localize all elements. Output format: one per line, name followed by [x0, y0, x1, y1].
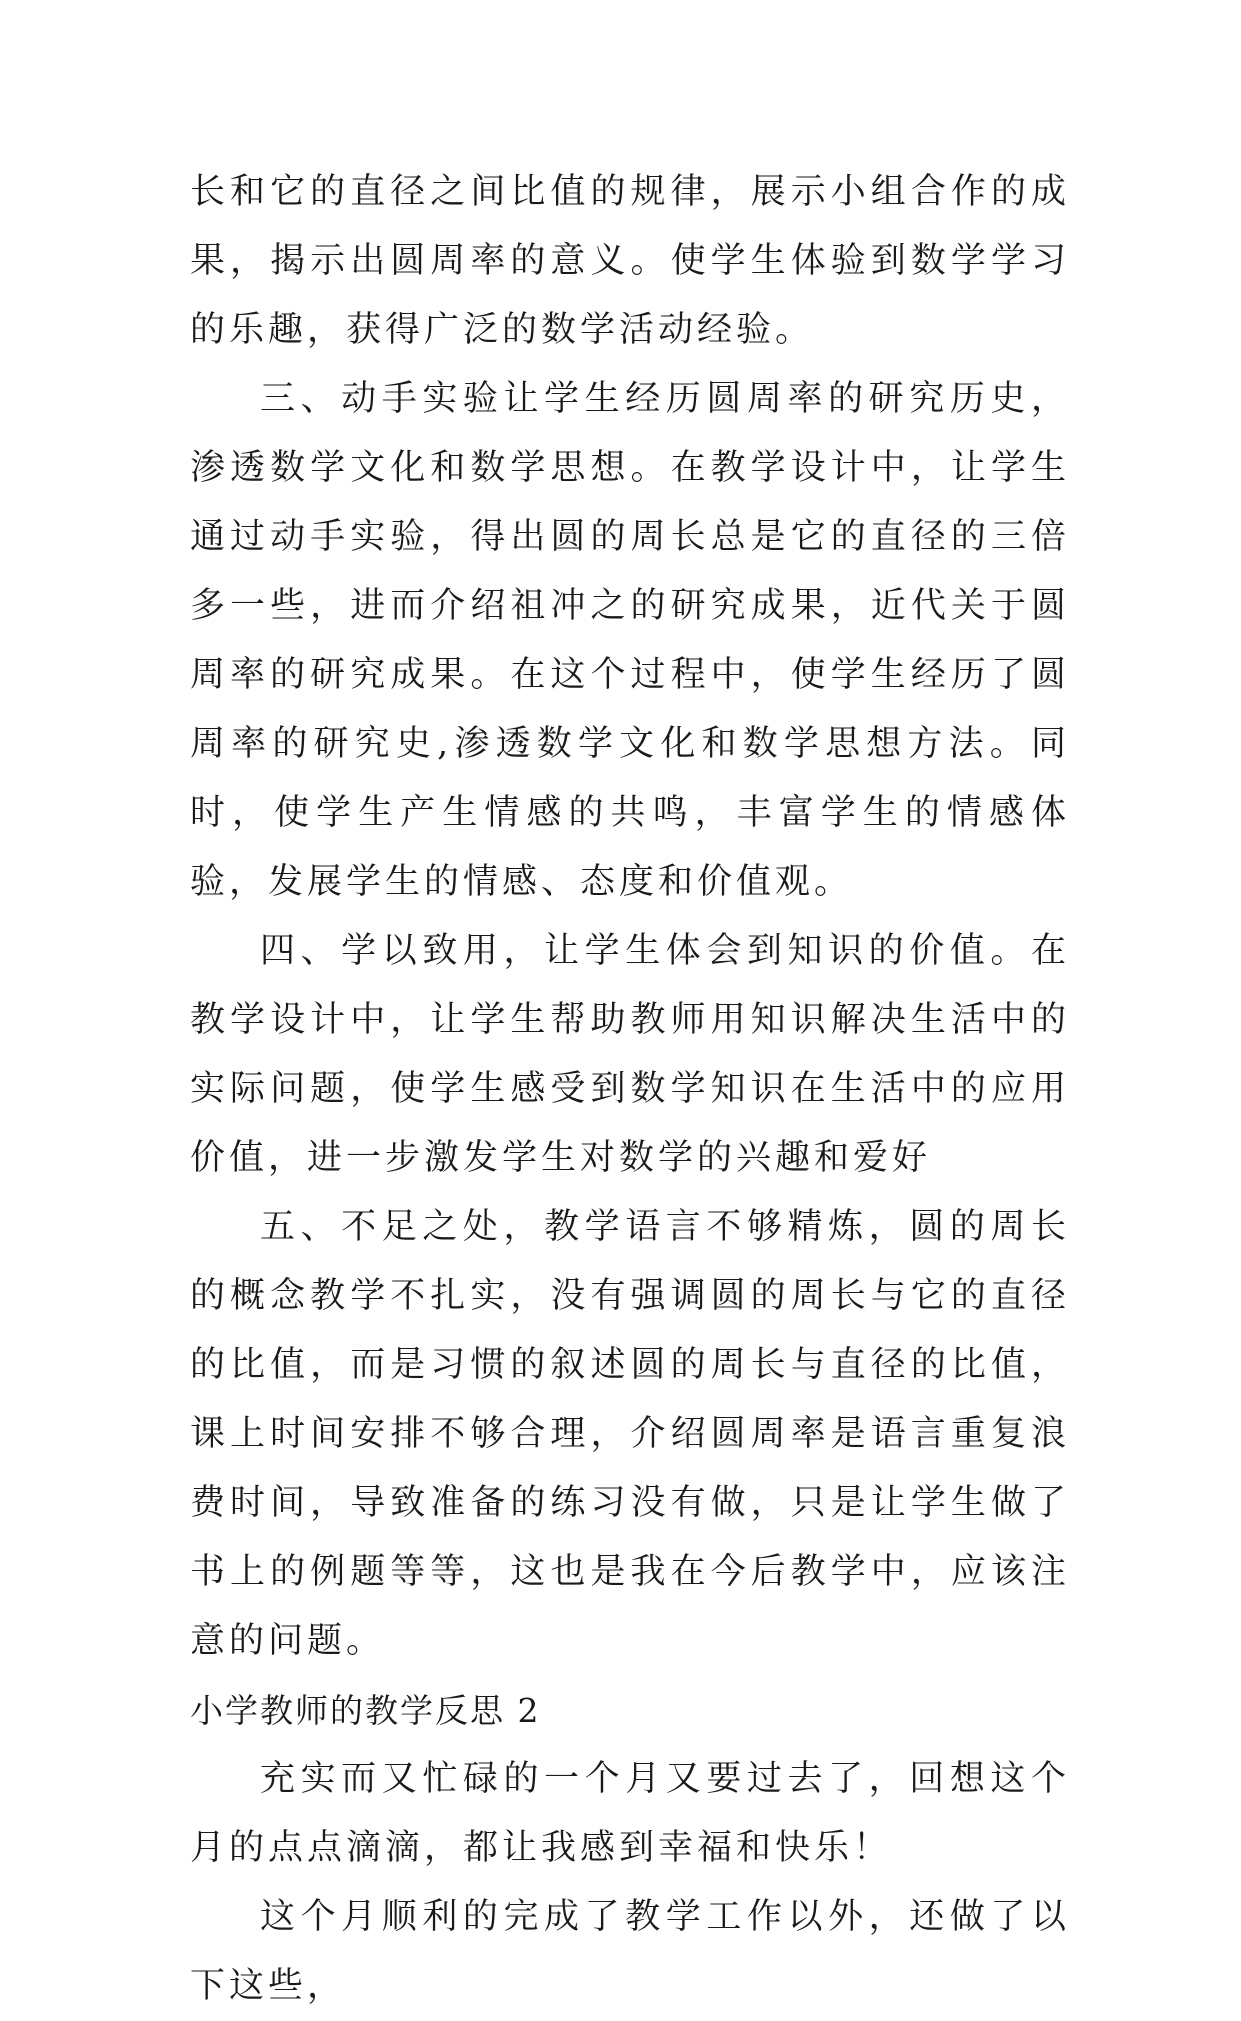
paragraph-intro: 充实而又忙碌的一个月又要过去了，回想这个月的点点滴滴，都让我感到幸福和快乐！	[190, 1759, 1070, 1868]
paragraph-work-list: 这个月顺利的完成了教学工作以外，还做了以下这些，	[190, 1897, 1070, 2006]
section-heading: 小学教师的教学反思 2	[190, 1691, 541, 1730]
paragraph-section-three: 三、动手实验让学生经历圆周率的研究历史，渗透数学文化和数学思想。在教学设计中，让学生通过动手实验，得出圆的周长总是它的直径的三倍多一些，进而介绍祖冲之的研究成果，近代关于圆周率的研究成果。在这个过程中，使学生经历了圆周率的研究史,渗透数学文化和数学思想方法。同时，使学生产生情感的共鸣，丰富学生的情感体验，发展学生的情感、态度和价值观。	[190, 379, 1070, 902]
paragraph-continuation: 长和它的直径之间比值的规律，展示小组合作的成果，揭示出圆周率的意义。使学生体验到数学学习的乐趣，获得广泛的数学活动经验。	[190, 172, 1070, 350]
paragraph-section-four: 四、学以致用，让学生体会到知识的价值。在教学设计中，让学生帮助教师用知识解决生活中的实际问题，使学生感受到数学知识在生活中的应用价值，进一步激发学生对数学的兴趣和爱好	[190, 931, 1070, 1178]
document-body	[190, 158, 1070, 2021]
paragraph-section-five: 五、不足之处，教学语言不够精炼，圆的周长的概念教学不扎实，没有强调圆的周长与它的直径的比值，而是习惯的叙述圆的周长与直径的比值，课上时间安排不够合理，介绍圆周率是语言重复浪费时间，导致准备的练习没有做，只是让学生做了书上的例题等等，这也是我在今后教学中，应该注意的问题。	[190, 1207, 1070, 1661]
